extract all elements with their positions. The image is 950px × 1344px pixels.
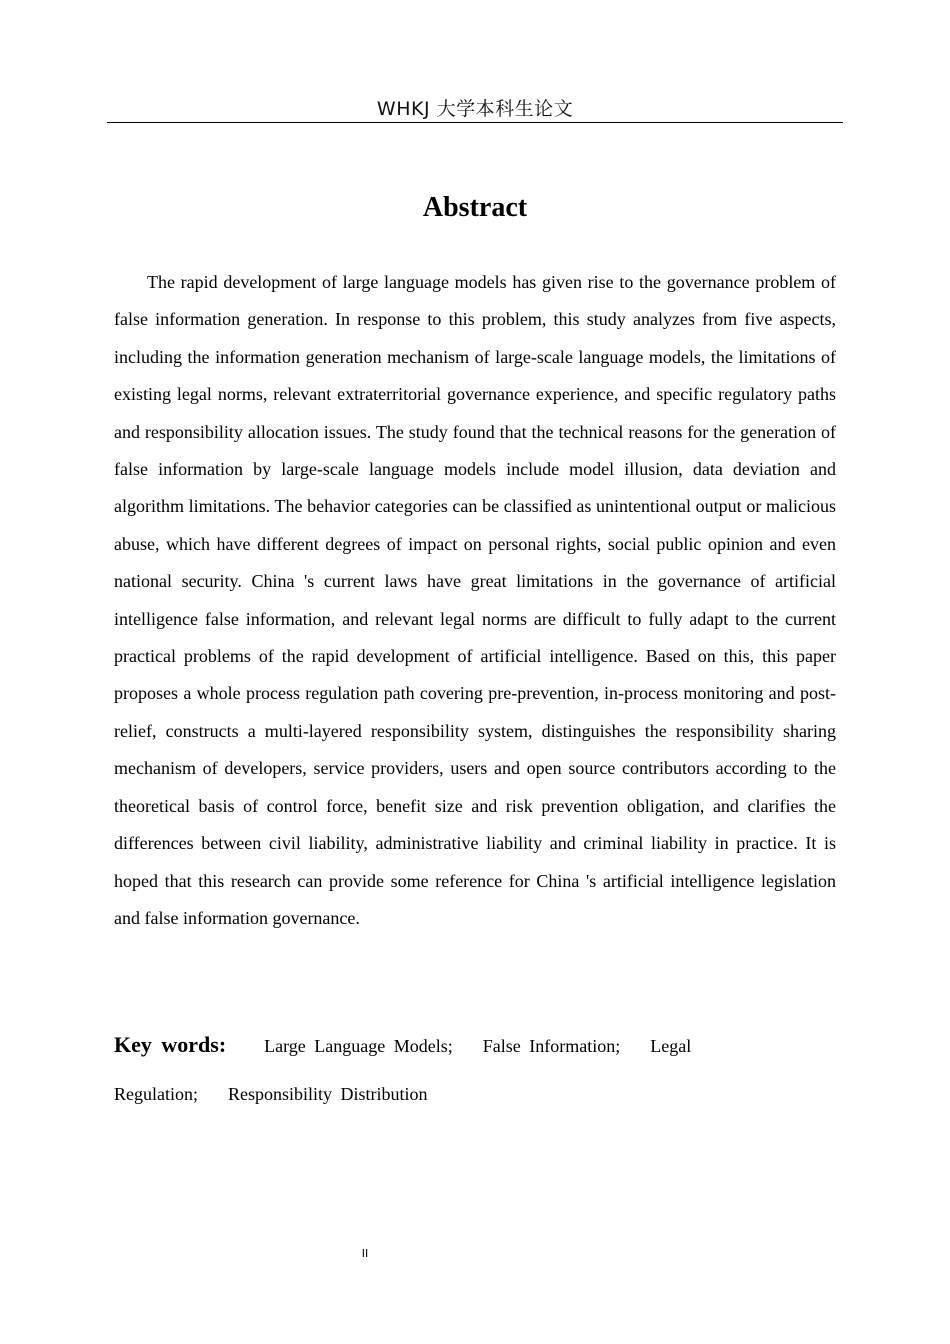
page-title: Abstract <box>422 192 528 223</box>
keyword-item: Large Language Models; <box>264 1036 453 1056</box>
keywords-label: Key words: <box>114 1032 227 1057</box>
running-header: WHKJ 大学本科生论文 <box>376 98 574 120</box>
keyword-item: Legal Regulation; <box>114 1036 692 1104</box>
abstract-paragraph: The rapid development of large language models has given rise to the governance problem of false information generation. In response to this problem, this study analyzes from five aspects, including the information generation mechanism of large-scale language models, the limitations of existing legal norms, relevant extraterritorial governance experience, and specific regulatory paths and responsibility allocation issues. The study found that the technical reasons for the generation of false information by large-scale language models include model illusion, data deviation and algorithm limitations. The behavior categories can be classified as unintentional output or malicious abuse, which have different degrees of impact on personal rights, social public opinion and even national security. China 's current laws have great limitations in the governance of artificial intelligence false information, and relevant legal norms are difficult to fully adapt to the current practical problems of the rapid development of artificial intelligence. Based on this, this paper proposes a whole process regulation path covering pre-prevention, in-process monitoring and post-relief, constructs a multi-layered responsibility system, distinguishes the responsibility sharing mechanism of developers, service providers, users and open source contributors according to the theoretical basis of control force, benefit size and risk prevention obligation, and clarifies the differences between civil liability, administrative liability and criminal liability in practice. It is hoped that this research can provide some reference for China 's artificial intelligence legislation and false information governance. <box>114 272 836 928</box>
keyword-item: False Information; <box>482 1036 621 1056</box>
header-rule <box>107 122 843 123</box>
keyword-item: Responsibility Distribution <box>228 1084 428 1104</box>
keywords-section <box>114 1021 754 1118</box>
page-number: II <box>361 1247 369 1260</box>
